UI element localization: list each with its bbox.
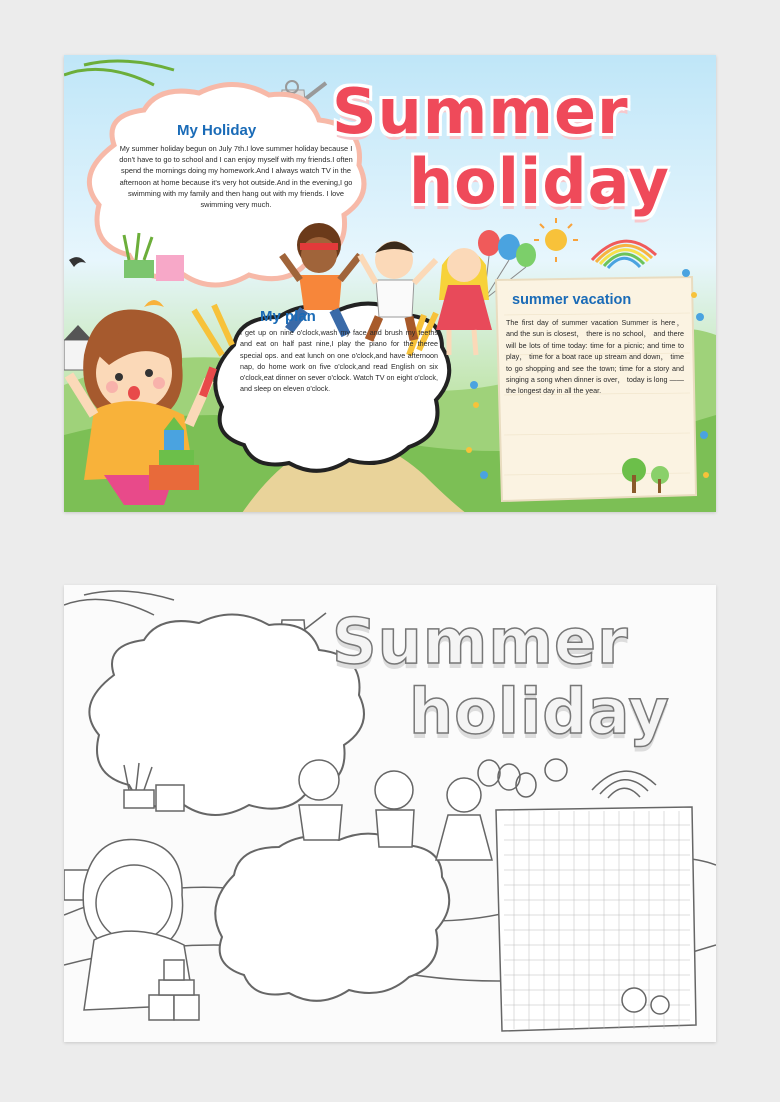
my-plan-text: I get up on nine o'clock,wash my face and brush my teeths and eat on half past nine,I play the piano for the theree special ops. and eat lunch on one o'clock,and have afternoon nap, do home work on five o'clock,and read English on six o'clock,eat dinner on sever o'clock. Watch TV on eight o'clock, and sleep on eleven o'clock.: [240, 328, 438, 394]
summer-vacation-heading: summer vacation: [512, 292, 632, 308]
sun-outline-icon: [545, 759, 567, 781]
sun-icon: [534, 218, 578, 262]
my-holiday-heading: My Holiday: [177, 122, 257, 139]
bird-icon: [69, 257, 86, 267]
my-holiday-text: My summer holiday begun on July 7th.I love summer holiday because I don't have to go to school and I can enjoy myself with my friends.I often spend the mornings doing my homework.And I always watch TV in the afternoon at home because it's very hot outside.And in the evening,I go swimming with my family and then hang out with my friends. I love swimming very much.: [119, 144, 353, 210]
balloons-outline-icon: [478, 760, 536, 797]
outline-title-holiday: holiday: [409, 675, 670, 748]
summer-vacation-text: The first day of summer vacation Summer is here， and the sun is closest， there is no school， and there will be lots of time today: time for a picnic; and time to play， time for a boat race up stream and down， time to go shopping and see the town; time for a story and singing a song when dinner is over， today is long ——the longest day in all the year.: [506, 318, 684, 396]
title-holiday: holiday: [409, 145, 670, 218]
rainbow-icon: [592, 241, 656, 268]
empty-cloud-2: [215, 834, 449, 1001]
line-art-template: [64, 585, 716, 1042]
girl-with-blocks-illustration: [69, 300, 217, 505]
title-summer: Summer: [332, 75, 629, 148]
my-plan-heading: My plan: [260, 308, 316, 325]
girl-outline-illustration: [83, 840, 199, 1020]
girl-red-dress-illustration: [436, 248, 492, 355]
colored-handwritten-newspaper: [64, 55, 716, 512]
outline-title-summer: Summer: [332, 605, 629, 678]
rainbow-outline-icon: [592, 771, 656, 798]
